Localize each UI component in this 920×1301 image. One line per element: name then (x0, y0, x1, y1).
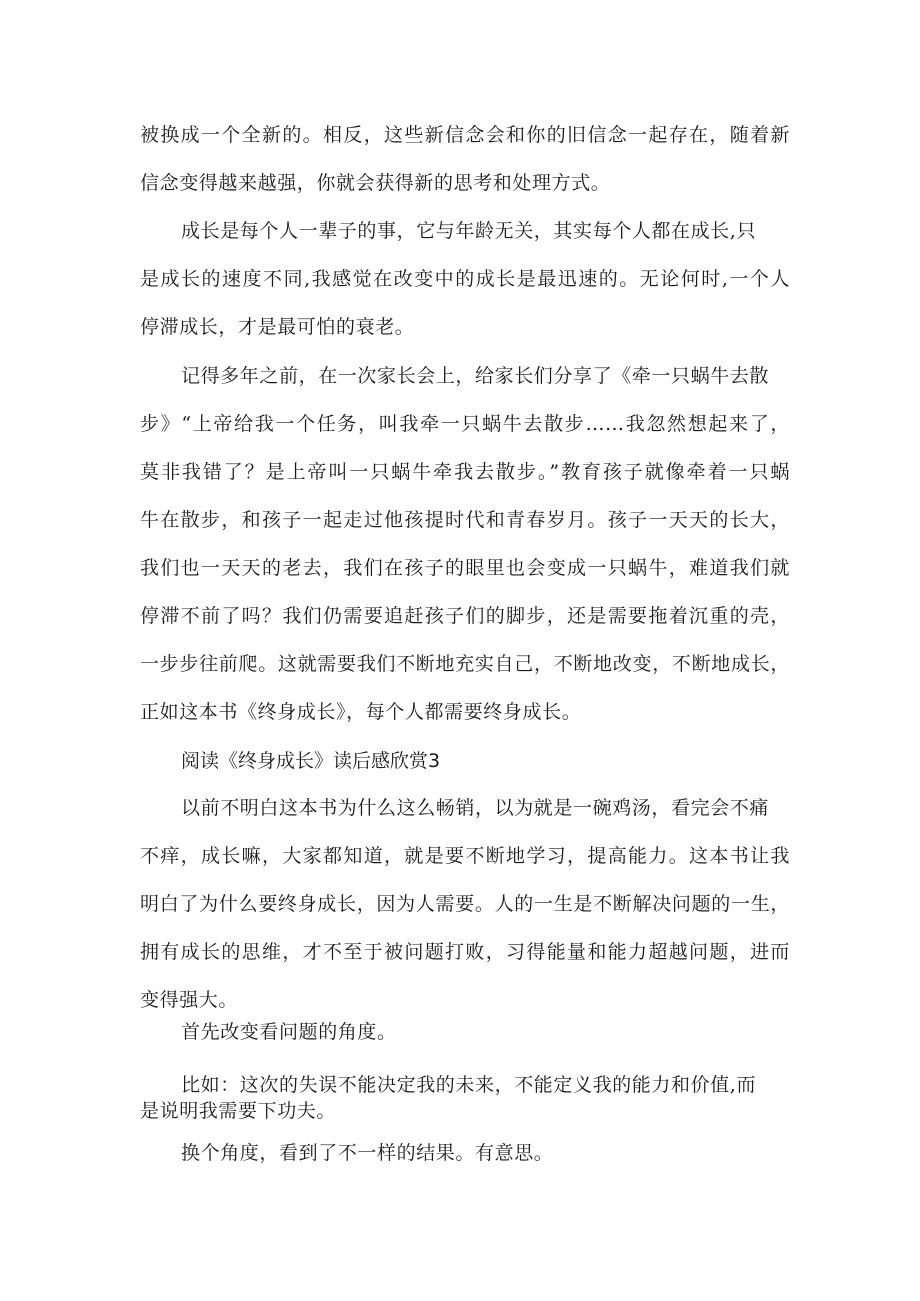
paragraph-line: 是说明我需要下功夫。 (140, 1100, 337, 1122)
paragraph-line: 停滞不前了吗？我们仍需要追赶孩子们的脚步，还是需要拖着沉重的壳， (140, 605, 790, 627)
paragraph-line: 明白了为什么要终身成长，因为人需要。人的一生是不断解决问题的一生， (140, 893, 790, 915)
paragraph-line: 信念变得越来越强，你就会获得新的思考和处理方式。 (140, 172, 611, 194)
paragraph-line: 一步步往前爬。这就需要我们不断地充实自己，不断地改变，不断地成长， (140, 653, 790, 675)
paragraph-line: 停滞成长，才是最可怕的衰老。 (140, 316, 415, 338)
paragraph-line: 比如：这次的失误不能决定我的未来，不能定义我的能力和价值,而 (181, 1074, 757, 1096)
paragraph-line: 换个角度，看到了不一样的结果。有意思。 (181, 1142, 554, 1164)
paragraph-line: 成长是每个人一辈子的事，它与年龄无关，其实每个人都在成长,只 (181, 220, 757, 242)
paragraph-line: 首先改变看问题的角度。 (181, 1021, 397, 1043)
paragraph-line: 记得多年之前，在一次家长会上，给家长们分享了《牵一只蜗牛去散 (181, 365, 770, 387)
paragraph-line: 我们也一天天的老去，我们在孩子的眼里也会变成一只蜗牛，难道我们就 (140, 557, 790, 579)
paragraph-line: 步》“上帝给我一个任务，叫我牵一只蜗牛去散步……我忽然想起来了， (140, 413, 790, 435)
paragraph-line: 被换成一个全新的。相反，这些新信念会和你的旧信念一起存在，随着新 (140, 124, 790, 146)
paragraph-line: 不痒，成长嘛，大家都知道，就是要不断地学习，提高能力。这本书让我 (140, 845, 790, 867)
paragraph-line: 以前不明白这本书为什么这么畅销，以为就是一碗鸡汤，看完会不痛 (181, 797, 770, 819)
paragraph-line: 拥有成长的思维，才不至于被问题打败，习得能量和能力超越问题，进而 (140, 941, 790, 963)
paragraph-line: 是成长的速度不同,我感觉在改变中的成长是最迅速的。无论何时,一个人 (140, 268, 790, 290)
paragraph-line: 牛在散步，和孩子一起走过他孩提时代和青春岁月。孩子一天天的长大， (140, 509, 790, 531)
paragraph-line: 变得强大。 (140, 989, 239, 1011)
paragraph-line: 正如这本书《终身成长》，每个人都需要终身成长。 (140, 701, 582, 723)
paragraph-line: 莫非我错了？是上帝叫一只蜗牛牵我去散步。”教育孩子就像牵着一只蜗 (140, 461, 790, 483)
section-heading: 阅读《终身成长》读后感欣赏3 (181, 750, 441, 772)
